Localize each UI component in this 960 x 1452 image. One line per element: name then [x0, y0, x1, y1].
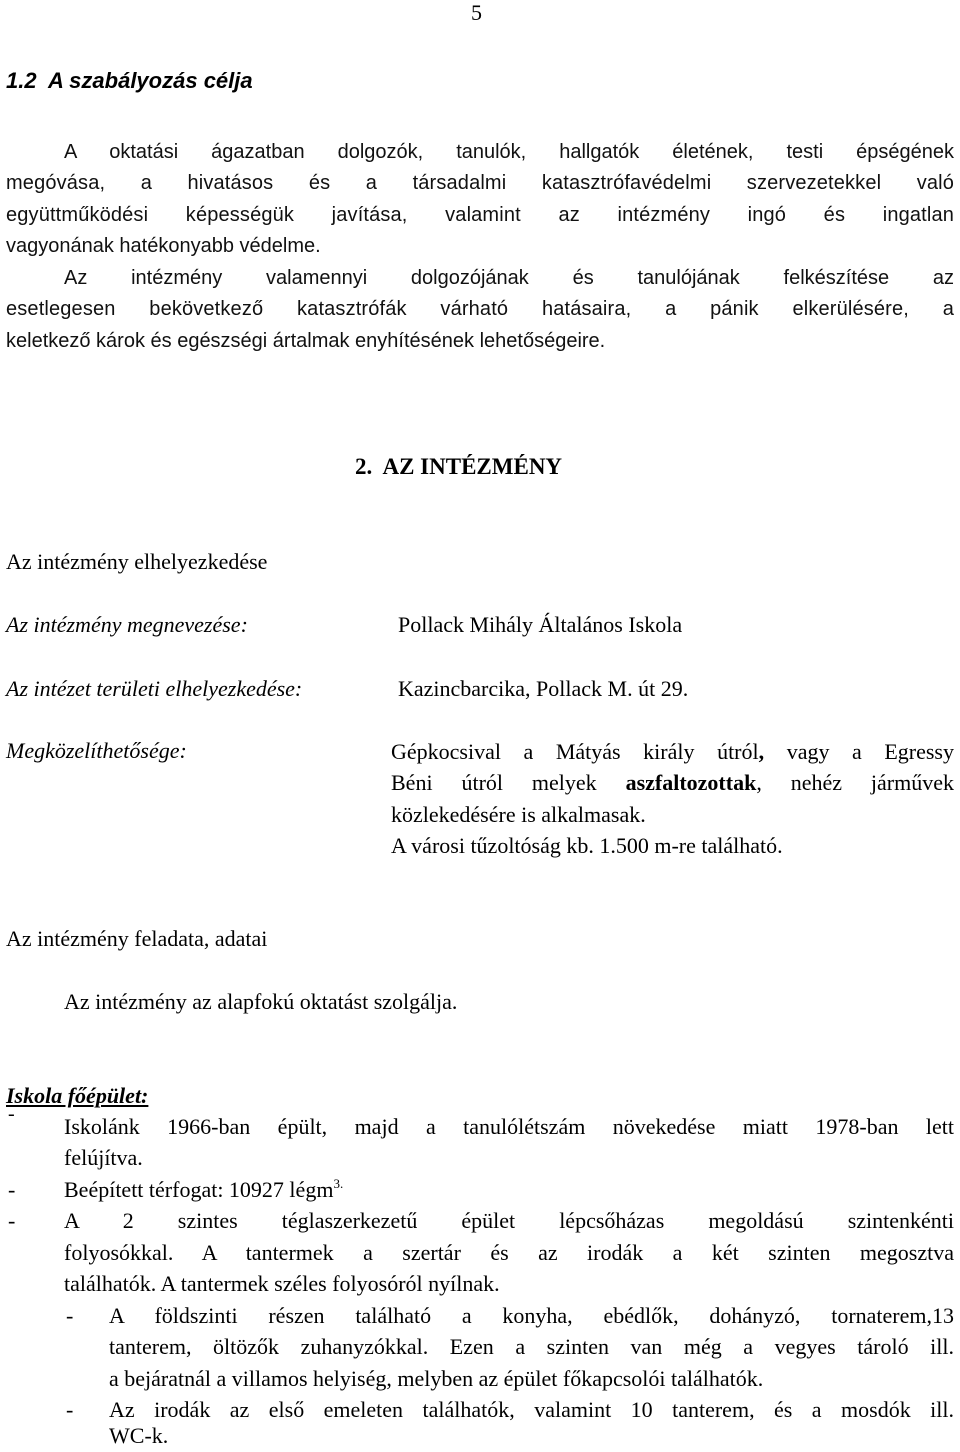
sub-bullet-line: A földszinti részen található a konyha, ebédlők, dohányzó, tornaterem,13: [109, 1303, 954, 1328]
tasks-text: Az intézmény az alapfokú oktatást szolgálja.: [64, 989, 458, 1014]
paragraph-line: Az intézmény valamennyi dolgozójának és tanulójának felkészítése az: [64, 267, 954, 289]
sub-bullet-line: tanterem, öltözők zuhanyzókkal. Ezen a szinten van még a vegyes tároló ill.: [109, 1334, 954, 1359]
bullet-dash: -: [8, 1103, 15, 1125]
main-building-heading: Iskola főépület:: [6, 1083, 149, 1108]
sub-bullet-line: WC-k.: [109, 1423, 169, 1448]
sub-bullet-line: a bejáratnál a villamos helyiség, melyben az épület főkapcsolói találhatók.: [109, 1366, 764, 1391]
bullet-line: felújítva.: [64, 1145, 143, 1170]
bullet-line: Iskolánk 1966-ban épült, majd a tanulólétszám növekedése miatt 1978-ban lett: [64, 1114, 954, 1139]
access-line: A városi tűzoltóság kb. 1.500 m-re található.: [391, 833, 783, 858]
access-text: , nehéz járművek: [756, 770, 955, 795]
paragraph-line: együttműködési képességük javítása, valamint az intézmény ingó és ingatlan: [6, 204, 954, 226]
volume-text: Beépített térfogat: 10927 légm: [64, 1177, 334, 1202]
sub-bullet-line: Az irodák az első emeleten találhatók, valamint 10 tanterem, és a mosdók ill.: [109, 1397, 954, 1422]
paragraph-line: esetlegesen bekövetkező katasztrófák várható hatásaira, a pánik elkerülésére, a: [6, 298, 954, 320]
paragraph-line: A oktatási ágazatban dolgozók, tanulók, hallgatók életének, testi épségének: [64, 141, 954, 163]
chapter-heading: 2. AZ INTÉZMÉNY: [355, 454, 563, 479]
address-label: Az intézet területi elhelyezkedése:: [6, 676, 303, 701]
location-heading: Az intézmény elhelyezkedése: [6, 549, 268, 574]
bullet-line: folyosókkal. A tantermek a szertár és az irodák a két szinten megosztva: [64, 1240, 954, 1265]
address-value: Kazincbarcika, Pollack M. út 29.: [398, 676, 689, 701]
access-text: Béni útról melyek: [391, 770, 626, 795]
tasks-heading: Az intézmény feladata, adatai: [6, 926, 268, 951]
paragraph-line: vagyonának hatékonyabb védelme.: [6, 235, 321, 257]
paragraph-line: keletkező károk és egészségi ártalmak enyhítésének lehetőségeire.: [6, 330, 606, 352]
bullet-dash: -: [8, 1208, 16, 1233]
sub-bullet-dash: -: [66, 1303, 74, 1328]
access-bold-term: aszfaltozottak: [625, 770, 757, 795]
bullet-line: [64, 1177, 343, 1203]
access-text: vagy a Egressy: [764, 739, 954, 764]
access-text: Gépkocsival a Mátyás király útról: [391, 739, 759, 764]
section-heading: 1.2 A szabályozás célja: [6, 68, 253, 93]
access-comma: ,: [758, 739, 765, 764]
institution-name-value: Pollack Mihály Általános Iskola: [398, 612, 683, 637]
page-number: 5: [471, 0, 482, 25]
sub-bullet-dash: -: [66, 1397, 74, 1422]
bullet-line: találhatók. A tantermek széles folyosóról nyílnak.: [64, 1271, 500, 1296]
access-line: [391, 770, 954, 796]
bullet-dash: -: [8, 1177, 16, 1202]
access-line: [391, 739, 954, 765]
access-label: Megközelíthetősége:: [6, 738, 187, 763]
volume-superscript: 3.: [333, 1176, 344, 1191]
institution-name-label: Az intézmény megnevezése:: [6, 612, 248, 637]
access-line: közlekedésére is alkalmasak.: [391, 802, 646, 827]
bullet-line: A 2 szintes téglaszerkezetű épület lépcsőházas megoldású szintenkénti: [64, 1208, 954, 1233]
paragraph-line: megóvása, a hivatásos és a társadalmi katasztrófavédelmi szervezetekkel való: [6, 172, 954, 194]
